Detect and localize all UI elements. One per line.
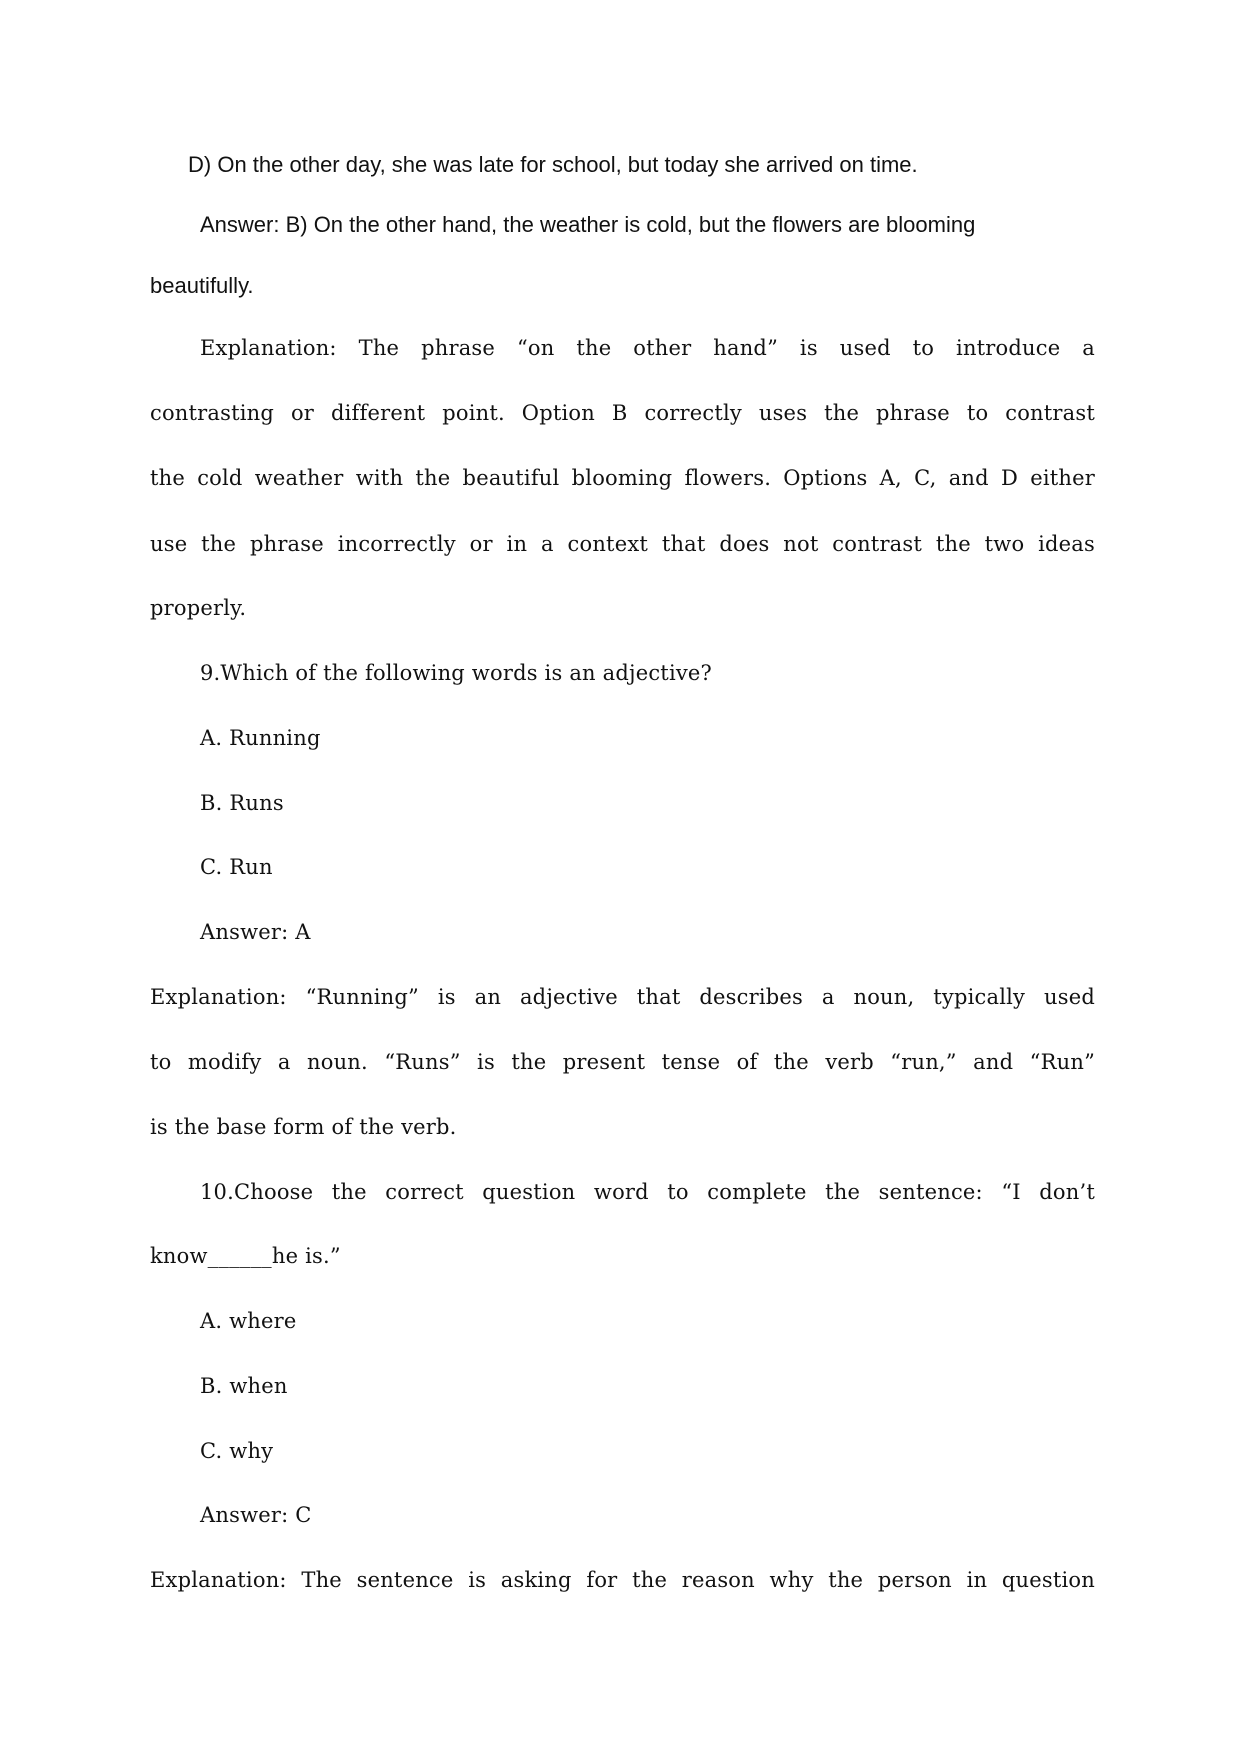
question-10-answer: Answer: C [200,1503,312,1527]
answer-line-continued: beautifully. [150,273,254,298]
question-10-option-a: A. where [200,1309,297,1333]
explanation-line: Explanation: The phrase “on the other hand” is used to introduce a [200,336,1095,360]
question-10-continued: know______he is.” [150,1244,341,1268]
explanation-line: the cold weather with the beautiful blooming flowers. Options A, C, and D either [150,466,1095,490]
option-d-text: D) On the other day, she was late for school, but today she arrived on time. [188,152,918,177]
question-9-option-a: A. Running [200,726,321,750]
question-9-answer: Answer: A [200,920,311,944]
question-9-explanation-line: to modify a noun. “Runs” is the present tense of the verb “run,” and “Run” [150,1050,1095,1074]
question-9-option-c: C. Run [200,855,273,879]
question-9-explanation-line: is the base form of the verb. [150,1115,457,1139]
answer-line: Answer: B) On the other hand, the weather is cold, but the flowers are blooming [200,212,976,237]
question-10: 10.Choose the correct question word to complete the sentence: “I don’t [200,1180,1095,1204]
question-9-explanation-line: Explanation: “Running” is an adjective that describes a noun, typically used [150,985,1095,1009]
question-10-explanation-line: Explanation: The sentence is asking for the reason why the person in question [150,1568,1095,1592]
question-10-option-c: C. why [200,1439,274,1463]
explanation-line: properly. [150,596,247,620]
explanation-line: use the phrase incorrectly or in a context that does not contrast the two ideas [150,532,1095,556]
explanation-line: contrasting or different point. Option B correctly uses the phrase to contrast [150,401,1095,425]
question-9-option-b: B. Runs [200,791,284,815]
question-10-option-b: B. when [200,1374,288,1398]
question-9: 9.Which of the following words is an adjective? [200,661,713,685]
